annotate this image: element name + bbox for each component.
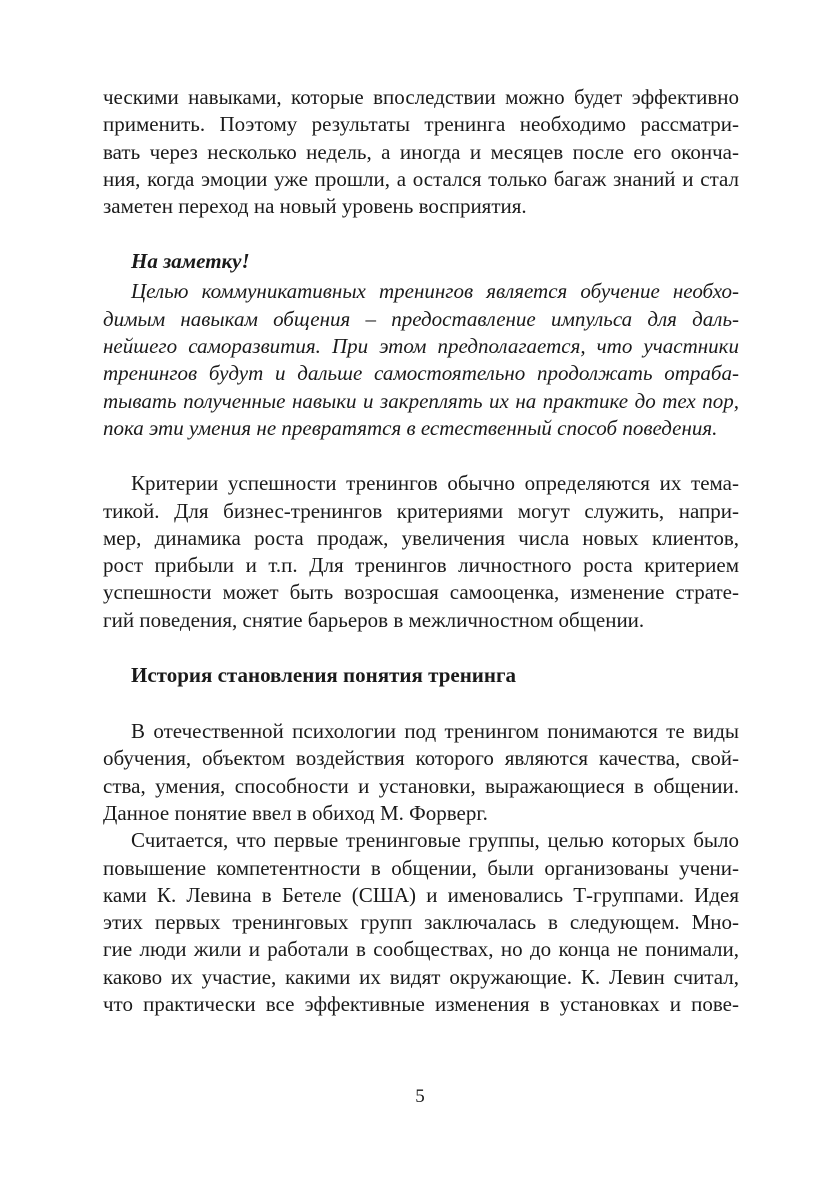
note-line: димым навыкам общения – предоставление импульса для даль- <box>103 306 739 331</box>
text-line: Считается, что первые тренинговые группы, целью которых было <box>131 828 739 853</box>
text-line: успешности может быть возросшая самооценка, изменение страте- <box>103 580 739 605</box>
text-line: повышение компетентности в общении, были организованы учени- <box>103 855 739 880</box>
spacer <box>103 634 739 662</box>
note-line: нейшего саморазвития. При этом предполагается, что участники <box>103 334 739 359</box>
text-line: мер, динамика роста продаж, увеличения числа новых клиентов, <box>103 525 739 550</box>
text-line: ческими навыками, которые впоследствии можно будет эффективно <box>103 85 739 109</box>
note-line: тренингов будут и дальше самостоятельно продолжать отраба- <box>103 361 739 386</box>
text-line: этих первых тренинговых групп заключалась в следующем. Мно- <box>103 910 739 935</box>
page-number: 5 <box>415 1086 425 1107</box>
spacer <box>103 442 739 470</box>
text-line: что практически все эффективные изменения в установках и пове- <box>103 992 739 1017</box>
spacer <box>103 692 739 718</box>
paragraph-history <box>103 827 739 1018</box>
paragraph-criteria <box>103 470 739 634</box>
text-line: каково их участие, какими их видят окружающие. К. Левин считал, <box>103 964 739 989</box>
text-line: Данное понятие ввел в обиход М. Форверг. <box>103 800 488 825</box>
section-heading: История становления понятия тренинга <box>131 663 517 688</box>
text-line: рост прибыли и т.п. Для тренингов личностного роста критерием <box>103 553 739 578</box>
text-line: В отечественной психологии под тренингом понимаются те виды <box>131 719 739 744</box>
note-body <box>103 278 739 442</box>
text-line: заметен переход на новый уровень восприятия. <box>103 194 527 219</box>
spacer <box>103 220 739 248</box>
text-line: гий поведения, снятие барьеров в межличностном общении. <box>103 607 645 632</box>
note-title: На заметку! <box>131 249 250 274</box>
note-line: Целью коммуникативных тренингов является обучение необхо- <box>131 279 739 304</box>
text-line: применить. Поэтому результаты тренинга необходимо рассматри- <box>103 112 739 137</box>
note-line: тывать полученные навыки и закреплять их на практике до тех пор, <box>103 388 739 413</box>
text-line: ками К. Левина в Бетеле (США) и именовались Т-группами. Идея <box>103 882 739 907</box>
note-line: пока эти умения не превратятся в естественный способ поведения. <box>103 415 718 440</box>
note-block <box>103 248 739 278</box>
page-content <box>103 84 739 1018</box>
text-line: гие люди жили и работали в сообществах, но до конца не понимали, <box>103 937 739 962</box>
text-line: ства, умения, способности и установки, выражающиеся в общении. <box>103 773 739 798</box>
paragraph-definition <box>103 718 739 827</box>
text-line: обучения, объектом воздействия которого являются качества, свой- <box>103 746 739 771</box>
text-line: вать через несколько недель, а иногда и месяцев после его оконча- <box>103 139 739 164</box>
text-line: Критерии успешности тренингов обычно определяются их тема- <box>131 471 739 496</box>
paragraph-continuation <box>103 84 739 220</box>
text-line: ния, когда эмоции уже прошли, а остался только багаж знаний и стал <box>103 166 739 191</box>
text-line: тикой. Для бизнес-тренингов критериями могут служить, напри- <box>103 498 739 523</box>
